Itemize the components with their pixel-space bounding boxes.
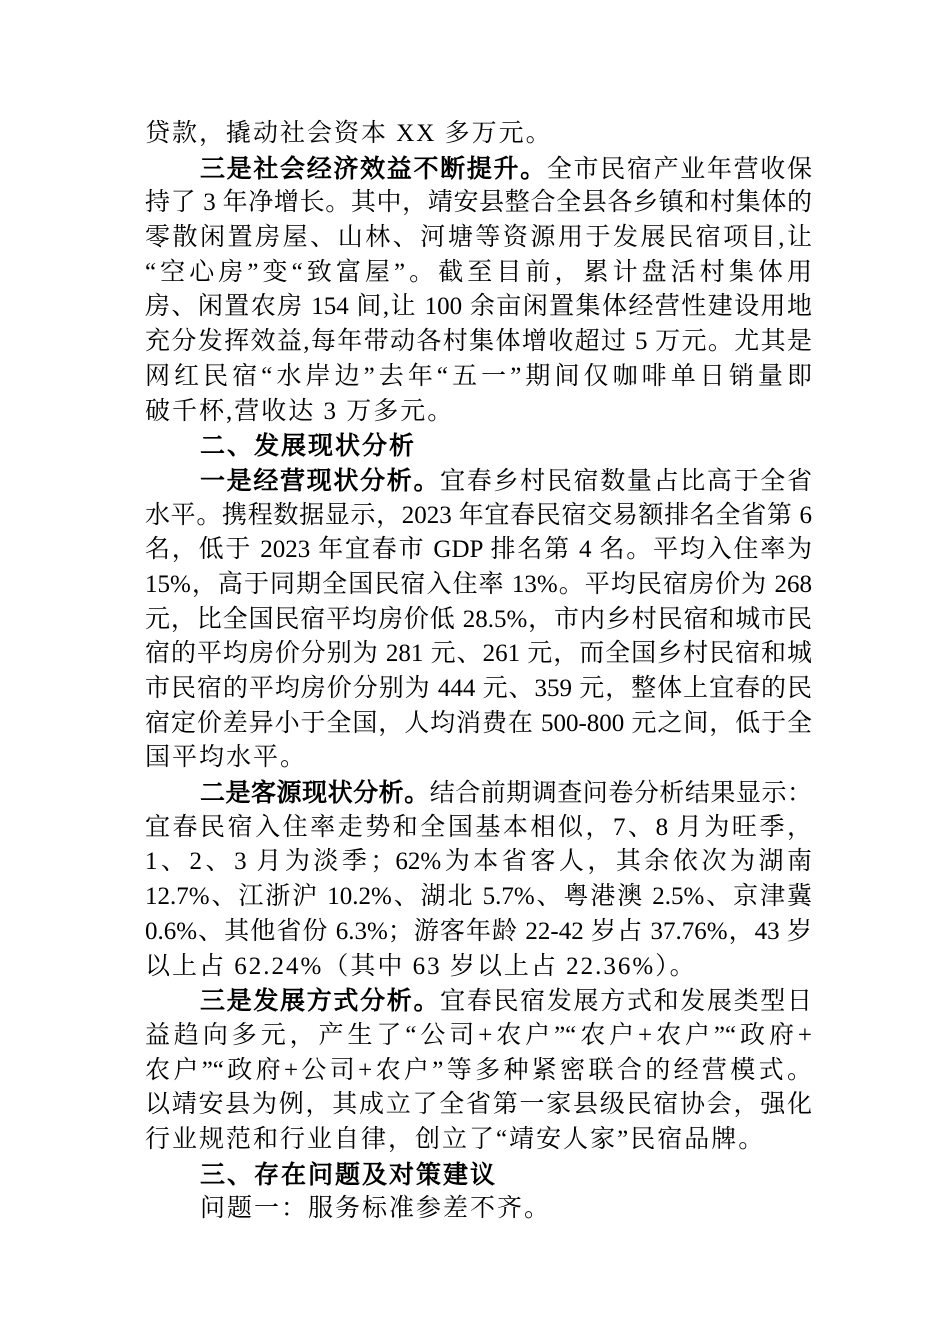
text-segment: 名，低于 2023 年宜春市 GDP 排名第 4 名。平均入住率为 (145, 536, 812, 564)
text-line (145, 499, 812, 534)
text-segment: 0.6%、其他省份 6.3%；游客年龄 22-42 岁占 37.76%，43 岁 (145, 917, 812, 945)
text-line (145, 1088, 812, 1123)
text-segment: 1、2、3 月为淡季；62%为本省客人，其余依次为湖南 (145, 848, 812, 876)
text-line (145, 707, 812, 742)
text-line (145, 776, 812, 811)
text-line (145, 950, 812, 985)
bold-lead-in: 一是经营现状分析。 (200, 466, 441, 495)
text-segment: 宿定价差异小于全国，人均消费在 500-800 元之间，低于全 (145, 709, 812, 737)
text-segment: 充分发挥效益,每年带动各村集体增收超过 5 万元。尤其是 (145, 328, 812, 356)
text-segment: 市民宿的平均房价分别为 444 元、359 元，整体上宜春的民 (145, 675, 812, 702)
document-text (145, 117, 812, 1227)
section-heading (145, 429, 812, 464)
text-segment: 12.7%、江浙沪 10.2%、湖北 5.7%、粤港澳 2.5%、京津冀 (145, 883, 812, 911)
text-line (145, 256, 812, 291)
text-line (145, 117, 812, 152)
text-segment: 农户”“政府+公司+农户”等多种紧密联合的经营模式。 (145, 1056, 812, 1084)
text-line (145, 637, 812, 672)
text-line (145, 603, 812, 638)
text-line (145, 290, 812, 325)
text-line (145, 464, 812, 499)
text-line (145, 672, 812, 707)
bold-lead-in: 二是客源现状分析。 (200, 779, 430, 808)
text-line (145, 880, 812, 915)
text-segment: 结合前期调查问卷分析结果显示： (429, 780, 812, 808)
text-segment: 贷款，撬动社会资本 XX 多万元。 (145, 120, 553, 147)
text-segment: “空心房”变“致富屋”。截至目前，累计盘活村集体用 (145, 258, 812, 286)
text-segment: 益趋向多元，产生了“公司+农户”“农户+农户”“政府+ (145, 1021, 812, 1049)
text-segment: 元，比全国民宿平均房价低 28.5%，市内乡村民宿和城市民 (145, 605, 812, 633)
text-segment: 宜春民宿入住率走势和全国基本相似，7、8 月为旺季， (145, 813, 812, 841)
text-line (145, 221, 812, 256)
text-line (145, 915, 812, 950)
text-line (145, 568, 812, 603)
text-segment: 问题一：服务标准参差不齐。 (200, 1195, 552, 1223)
text-segment: 15%，高于同期全国民宿入住率 13%。平均民宿房价为 268 (145, 570, 812, 598)
text-segment: 宜春乡村民宿数量占比高于全省 (440, 467, 812, 495)
text-segment: 零散闲置房屋、山林、河塘等资源用于发展民宿项目,让 (145, 224, 812, 252)
text-segment: 房、闲置农房 154 间,让 100 余亩闲置集体经营性建设用地 (145, 293, 812, 321)
text-line (145, 360, 812, 395)
text-segment: 水平。携程数据显示，2023 年宜春民宿交易额排名全省第 6 (145, 501, 812, 529)
text-line (145, 811, 812, 846)
text-line (145, 1123, 812, 1158)
bold-lead-in: 二、发展现状分析 (200, 432, 417, 461)
text-line (145, 186, 812, 221)
bold-lead-in: 三是社会经济效益不断提升。 (200, 154, 547, 183)
text-line (145, 741, 812, 776)
text-line (145, 152, 812, 187)
text-line (145, 845, 812, 880)
text-line (145, 1054, 812, 1089)
text-line (145, 1019, 812, 1054)
text-segment: 全市民宿产业年营收保 (546, 155, 812, 183)
bold-lead-in: 三是发展方式分析。 (200, 987, 441, 1016)
text-segment: 行业规范和行业自律，创立了“靖安人家”民宿品牌。 (145, 1125, 766, 1153)
text-segment: 以靖安县为例，其成立了全省第一家县级民宿协会，强化 (145, 1091, 812, 1119)
section-heading (145, 1158, 812, 1193)
text-segment: 国平均水平。 (145, 744, 308, 772)
text-line (145, 1192, 812, 1227)
bold-lead-in: 三、存在问题及对策建议 (200, 1160, 498, 1189)
text-segment: 以上占 62.24%（其中 63 岁以上占 22.36%）。 (145, 952, 697, 980)
text-segment: 持了 3 年净增长。其中，靖安县整合全县各乡镇和村集体的 (145, 189, 812, 217)
text-segment: 宜春民宿发展方式和发展类型日 (440, 988, 812, 1016)
text-line (145, 395, 812, 430)
text-line (145, 984, 812, 1019)
text-line (145, 533, 812, 568)
text-segment: 破千杯,营收达 3 万多元。 (145, 397, 455, 425)
text-segment: 网红民宿“水岸边”去年“五一”期间仅咖啡单日销量即 (145, 362, 812, 390)
text-line (145, 325, 812, 360)
text-segment: 宿的平均房价分别为 281 元、261 元，而全国乡村民宿和城 (145, 640, 812, 668)
